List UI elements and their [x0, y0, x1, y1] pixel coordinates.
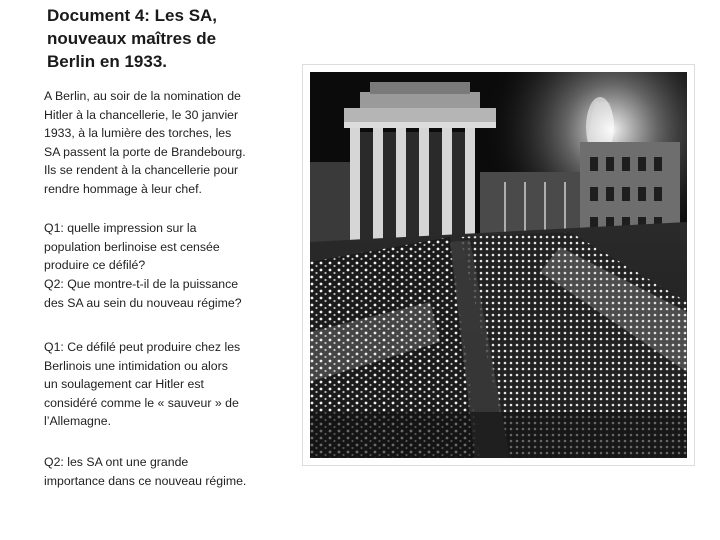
text-line: rendre hommage à leur chef. [44, 181, 202, 196]
text-line: Ils se rendent à la chancellerie pour [44, 163, 239, 178]
title-line: Document 4: Les SA, [47, 6, 218, 25]
text-line: 1933, à la lumière des torches, les [44, 126, 232, 141]
question-1 [44, 219, 276, 275]
text-line: Q2: Que montre-t-il de la puissance [44, 277, 239, 291]
text-line: l’Allemagne. [44, 414, 111, 429]
text-line: A Berlin, au soir de la nomination de [44, 89, 241, 103]
title-line: nouveaux maîtres de [47, 29, 217, 48]
text-line: Berlinois une intimidation ou alors [44, 358, 228, 373]
answer-2 [44, 453, 276, 490]
question-2 [44, 275, 276, 312]
text-line: Hitler à la chancellerie, le 30 janvier [44, 107, 239, 122]
text-line: Q1: Ce défilé peut produire chez les [44, 340, 241, 354]
historical-photo [302, 64, 695, 466]
text-line: population berlinoise est censée [44, 239, 220, 254]
answer-1 [44, 338, 276, 431]
text-line: SA passent la porte de Brandebourg. [44, 144, 246, 159]
document-title [47, 4, 307, 73]
text-line: produire ce défilé? [44, 258, 146, 273]
title-line: Berlin en 1933. [47, 52, 168, 71]
brandenburg-gate-torchlight-parade-photo [310, 72, 687, 458]
text-line: importance dans ce nouveau régime. [44, 473, 247, 488]
text-line: considéré comme le « sauveur » de [44, 395, 239, 410]
text-line: des SA au sein du nouveau régime? [44, 295, 242, 310]
text-line: un soulagement car Hitler est [44, 377, 204, 392]
text-line: Q1: quelle impression sur la [44, 221, 197, 235]
text-line: Q2: les SA ont une grande [44, 455, 189, 469]
intro-paragraph [44, 87, 276, 199]
